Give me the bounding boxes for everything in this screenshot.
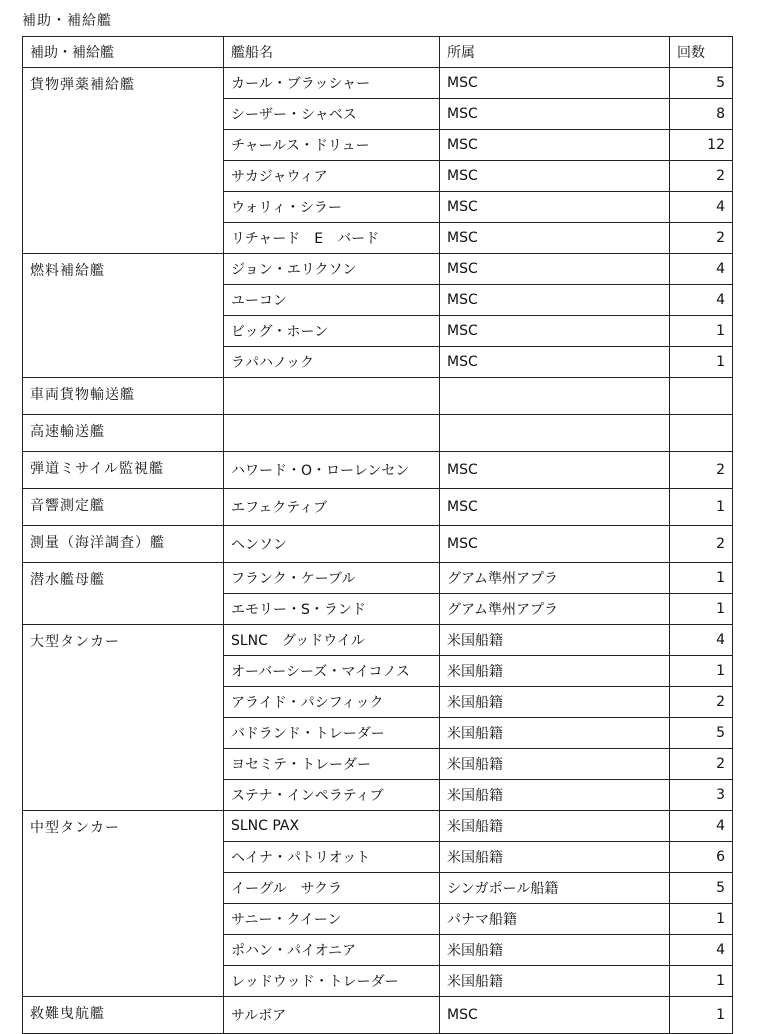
- affiliation-cell: 米国船籍: [440, 966, 670, 997]
- count-cell: 1: [670, 316, 733, 347]
- count-cell: 2: [670, 452, 733, 489]
- count-cell: [670, 378, 733, 415]
- affiliation-cell: MSC: [440, 316, 670, 347]
- table-header-row: [23, 37, 733, 68]
- category-cell: 高速輸送艦: [23, 415, 224, 452]
- table-row: [23, 526, 733, 563]
- table-row: [23, 378, 733, 415]
- ships-table: [22, 36, 733, 1034]
- table-body: [23, 68, 733, 1034]
- count-cell: 1: [670, 347, 733, 378]
- table-row: [23, 254, 733, 285]
- affiliation-cell: MSC: [440, 489, 670, 526]
- header-affiliation: 所属: [440, 37, 670, 68]
- category-cell: 貨物弾薬補給艦: [23, 68, 224, 254]
- affiliation-cell: パナマ船籍: [440, 904, 670, 935]
- table-row: [23, 68, 733, 99]
- count-cell: [670, 415, 733, 452]
- affiliation-cell: MSC: [440, 68, 670, 99]
- ship-name-cell: SLNC グッドウイル: [224, 625, 440, 656]
- category-cell: 音響測定艦: [23, 489, 224, 526]
- ship-name-cell: レッドウッド・トレーダー: [224, 966, 440, 997]
- table-row: [23, 563, 733, 594]
- table-row: [23, 811, 733, 842]
- count-cell: 2: [670, 526, 733, 563]
- ship-name-cell: バドランド・トレーダー: [224, 718, 440, 749]
- affiliation-cell: 米国船籍: [440, 687, 670, 718]
- category-cell: 測量（海洋調査）艦: [23, 526, 224, 563]
- affiliation-cell: 米国船籍: [440, 935, 670, 966]
- category-cell: 燃料補給艦: [23, 254, 224, 378]
- affiliation-cell: 米国船籍: [440, 780, 670, 811]
- count-cell: 12: [670, 130, 733, 161]
- table-row: [23, 489, 733, 526]
- count-cell: 3: [670, 780, 733, 811]
- ship-name-cell: ハワード・O・ローレンセン: [224, 452, 440, 489]
- header-ship-name: 艦船名: [224, 37, 440, 68]
- ship-name-cell: SLNC PAX: [224, 811, 440, 842]
- ship-name-cell: ヨセミテ・トレーダー: [224, 749, 440, 780]
- ship-name-cell: ジョン・エリクソン: [224, 254, 440, 285]
- count-cell: 4: [670, 811, 733, 842]
- ship-name-cell: シーザー・シャベス: [224, 99, 440, 130]
- count-cell: 2: [670, 161, 733, 192]
- table-row: [23, 452, 733, 489]
- affiliation-cell: MSC: [440, 223, 670, 254]
- ship-name-cell: ビッグ・ホーン: [224, 316, 440, 347]
- ship-name-cell: ユーコン: [224, 285, 440, 316]
- affiliation-cell: MSC: [440, 452, 670, 489]
- affiliation-cell: MSC: [440, 99, 670, 130]
- count-cell: 1: [670, 997, 733, 1034]
- ship-name-cell: ウォリィ・シラー: [224, 192, 440, 223]
- affiliation-cell: 米国船籍: [440, 749, 670, 780]
- count-cell: 5: [670, 718, 733, 749]
- category-cell: 大型タンカー: [23, 625, 224, 811]
- category-cell: 救難曳航艦: [23, 997, 224, 1034]
- ship-name-cell: フランク・ケーブル: [224, 563, 440, 594]
- affiliation-cell: MSC: [440, 526, 670, 563]
- header-count: 回数: [670, 37, 733, 68]
- affiliation-cell: シンガポール船籍: [440, 873, 670, 904]
- ship-name-cell: サカジャウィア: [224, 161, 440, 192]
- ship-name-cell: エフェクティブ: [224, 489, 440, 526]
- affiliation-cell: 米国船籍: [440, 656, 670, 687]
- ship-name-cell: リチャード E バード: [224, 223, 440, 254]
- affiliation-cell: 米国船籍: [440, 625, 670, 656]
- count-cell: 1: [670, 489, 733, 526]
- affiliation-cell: [440, 378, 670, 415]
- ship-name-cell: ヘイナ・パトリオット: [224, 842, 440, 873]
- ship-name-cell: イーグル サクラ: [224, 873, 440, 904]
- count-cell: 1: [670, 656, 733, 687]
- page-title: 補助・補給艦: [22, 13, 112, 29]
- ship-name-cell: ラパハノック: [224, 347, 440, 378]
- category-cell: 弾道ミサイル監視艦: [23, 452, 224, 489]
- ship-name-cell: カール・ブラッシャー: [224, 68, 440, 99]
- count-cell: 5: [670, 873, 733, 904]
- affiliation-cell: MSC: [440, 192, 670, 223]
- table-row: [23, 997, 733, 1034]
- affiliation-cell: MSC: [440, 254, 670, 285]
- count-cell: 2: [670, 749, 733, 780]
- affiliation-cell: [440, 415, 670, 452]
- ship-name-cell: サニー・クイーン: [224, 904, 440, 935]
- count-cell: 4: [670, 285, 733, 316]
- affiliation-cell: 米国船籍: [440, 842, 670, 873]
- ship-name-cell: チャールス・ドリュー: [224, 130, 440, 161]
- count-cell: 4: [670, 625, 733, 656]
- ship-name-cell: [224, 378, 440, 415]
- count-cell: 5: [670, 68, 733, 99]
- count-cell: 6: [670, 842, 733, 873]
- category-cell: 中型タンカー: [23, 811, 224, 997]
- affiliation-cell: MSC: [440, 997, 670, 1034]
- count-cell: 1: [670, 594, 733, 625]
- ship-name-cell: エモリー・S・ランド: [224, 594, 440, 625]
- affiliation-cell: MSC: [440, 130, 670, 161]
- header-category: 補助・補給艦: [23, 37, 224, 68]
- count-cell: 2: [670, 223, 733, 254]
- ship-name-cell: ヘンソン: [224, 526, 440, 563]
- category-cell: 潜水艦母艦: [23, 563, 224, 625]
- count-cell: 1: [670, 563, 733, 594]
- table-row: [23, 415, 733, 452]
- affiliation-cell: MSC: [440, 285, 670, 316]
- ship-name-cell: [224, 415, 440, 452]
- affiliation-cell: 米国船籍: [440, 811, 670, 842]
- table-row: [23, 625, 733, 656]
- ship-name-cell: ステナ・インペラティブ: [224, 780, 440, 811]
- affiliation-cell: グアム準州アプラ: [440, 594, 670, 625]
- count-cell: 4: [670, 254, 733, 285]
- count-cell: 8: [670, 99, 733, 130]
- count-cell: 2: [670, 687, 733, 718]
- affiliation-cell: グアム準州アプラ: [440, 563, 670, 594]
- category-cell: 車両貨物輸送艦: [23, 378, 224, 415]
- ship-name-cell: アライド・パシフィック: [224, 687, 440, 718]
- count-cell: 4: [670, 192, 733, 223]
- count-cell: 1: [670, 904, 733, 935]
- affiliation-cell: MSC: [440, 347, 670, 378]
- count-cell: 1: [670, 966, 733, 997]
- ship-name-cell: サルボア: [224, 997, 440, 1034]
- count-cell: 4: [670, 935, 733, 966]
- ship-name-cell: オーバーシーズ・マイコノス: [224, 656, 440, 687]
- affiliation-cell: 米国船籍: [440, 718, 670, 749]
- ship-name-cell: ポハン・パイオニア: [224, 935, 440, 966]
- affiliation-cell: MSC: [440, 161, 670, 192]
